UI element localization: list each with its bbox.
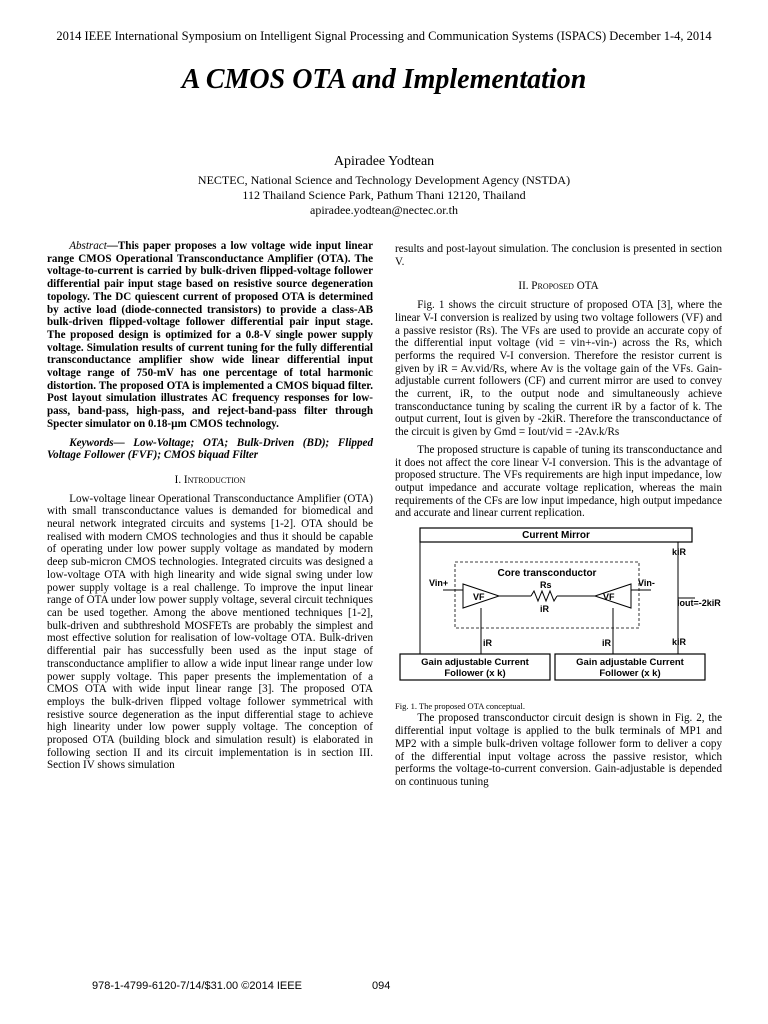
gain-cf-left-line1: Gain adjustable Current	[421, 657, 529, 669]
gain-cf-left-line2: Follower (x k)	[444, 668, 506, 680]
author-name: Apiradee Yodtean	[333, 154, 435, 169]
iout-label: Iout=-2kiR	[677, 598, 721, 609]
keywords-label: Keywords	[69, 436, 114, 449]
conference-header: 2014 IEEE International Symposium on Intelligent Signal Processing and Communication Systems (ISPACS) December 1-4, 2014	[56, 29, 712, 43]
section-heading-introduction: I. Introduction	[174, 473, 246, 486]
author-email: apiradee.yodtean@nectec.or.th	[310, 203, 458, 217]
keywords-text: — Low-Voltage; OTA; Bulk-Driven (BD); Flipped Voltage Follower (FVF); CMOS biquad Filter	[47, 436, 373, 462]
section-heading-proposed-ota: II. Proposed OTA	[518, 280, 599, 293]
abstract-label: Abstract	[69, 240, 107, 252]
vin-minus-label: Vin-	[638, 578, 655, 589]
intro-paragraph: Low-voltage linear Operational Transconductance Amplifier (OTA) with small transconductance values is demanded for biomedical and neural network integrated circuits and systems [1-2]. OTA should be realised with modern CMOS technologies and thus it should be capable of operating under low power supply voltage as mandated by modern deep sub-micron CMOS technologies. Integrated circuits was designed a low-voltage OTA with high linearity and wide signal swing under low power supply voltage is a real challenge. To improve the input linear range of OTA under low power supply voltage, several circuit techniques can be used together. Among the above mentioned techniques [1-2], bulk-driven and subthreshold MOSFETs are probably the simplest and most effective solution for realisation of low-voltage OTA. Bulk-driven differential pair has successfully been used as the input stage of transconductance amplifier to allow a wide input linear range under low power supply voltage. This paper presents the implementation of a CMOS OTA with wide input linear range [3]. The proposed OTA employs the bulk-driven flipped voltage follower symmetrical with resistive source degeneration as the input differential stage to achieve high linearity under low power supply voltage. The conception of proposed OTA (building block and simulation result) is elaborated in following section II and its circuit implementation is in section III. Section IV shows simulation	[47, 492, 373, 772]
intro-continued: results and post-layout simulation. The conclusion is presented in section V.	[395, 243, 722, 268]
figure-1	[395, 526, 722, 712]
vf-left-label: VF	[473, 592, 485, 603]
footer-isbn: 978-1-4799-6120-7/14/$31.00 ©2014 IEEE	[92, 980, 302, 992]
keywords	[47, 437, 373, 462]
ir-right-label: iR	[602, 638, 611, 649]
footer-page-number: 094	[372, 980, 391, 992]
kir-bottom-label: kiR	[672, 637, 687, 648]
right-column	[395, 243, 722, 789]
current-mirror-label: Current Mirror	[522, 530, 590, 542]
core-transconductor-label: Core transconductor	[497, 568, 597, 580]
vf-right-label: VF	[603, 592, 615, 603]
abstract	[47, 240, 373, 431]
ota-paragraph-1: Fig. 1 shows the circuit structure of proposed OTA [3], where the linear V-I conversion is realized by using two voltage followers (VF) and a passive resistor (Rs). The VFs are used to provide an accurate copy of the differential input voltage (vid = vin+-vin-) across the Rs, which performs the required V-I conversion. Therefore the resistor current is given by iR = Av.vid/Rs, where Av is the voltage gain of the VFs. Gain-adjustable current followers (CF) and current mirror are used to convey the current, iR, to the output node and simultaneously achieve transconductance tuning by scaling the current iR by a factor of k. The output current, Iout is given by -2kiR. Therefore the transconductance of the circuit is given by Gmd = Iout/vid = -2Av.k/Rs	[395, 299, 722, 439]
ota-block-diagram	[395, 526, 722, 696]
rs-label: Rs	[540, 580, 552, 591]
ota-paragraph-2: The proposed structure is capable of tuning its transconductance and it does not affect the core linear V-I conversion. This is the advantage of proposed structure. The VFs requirements are high input impedance, low output impedance and accurate voltage replication, whereas the main requirements of the CFs are low input impedance, high output impedance and accurate and linear current replication.	[395, 443, 722, 520]
ota-paragraph-3: The proposed transconductor circuit design is shown in Fig. 2, the differential input voltage is applied to the bulk terminals of MP1 and MP2 with a simple bulk-driven voltage follower form to deliver a copy of the differential input voltage across the passive resistor, which performs the voltage-to-current conversion. Gain-adjustable is depended on continuous tuning	[395, 712, 722, 788]
resistor-rs	[531, 591, 557, 601]
gain-cf-right-line1: Gain adjustable Current	[576, 657, 684, 669]
figure-caption: Fig. 1. The proposed OTA conceptual.	[395, 700, 525, 711]
kir-top-label: kiR	[672, 547, 687, 558]
ir-core-label: iR	[540, 604, 549, 615]
abstract-text: —This paper proposes a low voltage wide input linear range CMOS Operational Transconductance Amplifier (OTA). The voltage-to-current is carried by bulk-driven flipped-voltage follower differential pair input stage based on resistive source degeneration topology. The DC quiescent current of proposed OTA is determined by active load (diode-connected transistors) to provide a class-AB bulk-driven flipped-voltage follower differential pair input stage. The proposed design is optimized for a 0.8-V single power supply voltage. Simulation results of current tuning for the fully differential transconductance amplifier show wide linear differential input voltage range of 750-mV has one percentage of total harmonic distortion. The proposed OTA is implemented a CMOS biquad filter. Post layout simulation illustrates AC frequency responses for low-pass, band-pass, high-pass, and reject-band-pass filter through Specter simulator on 0.18-µm CMOS technology.	[47, 240, 373, 430]
affiliation-line1: NECTEC, National Science and Technology Development Agency (NSTDA)	[197, 173, 571, 187]
vin-plus-label: Vin+	[429, 578, 449, 589]
paper-title: A CMOS OTA and Implementation	[181, 64, 587, 95]
left-column	[47, 240, 373, 772]
ir-left-label: iR	[483, 638, 492, 649]
affiliation-line2: 112 Thailand Science Park, Pathum Thani 12120, Thailand	[242, 188, 526, 202]
gain-cf-right-line2: Follower (x k)	[599, 668, 661, 680]
